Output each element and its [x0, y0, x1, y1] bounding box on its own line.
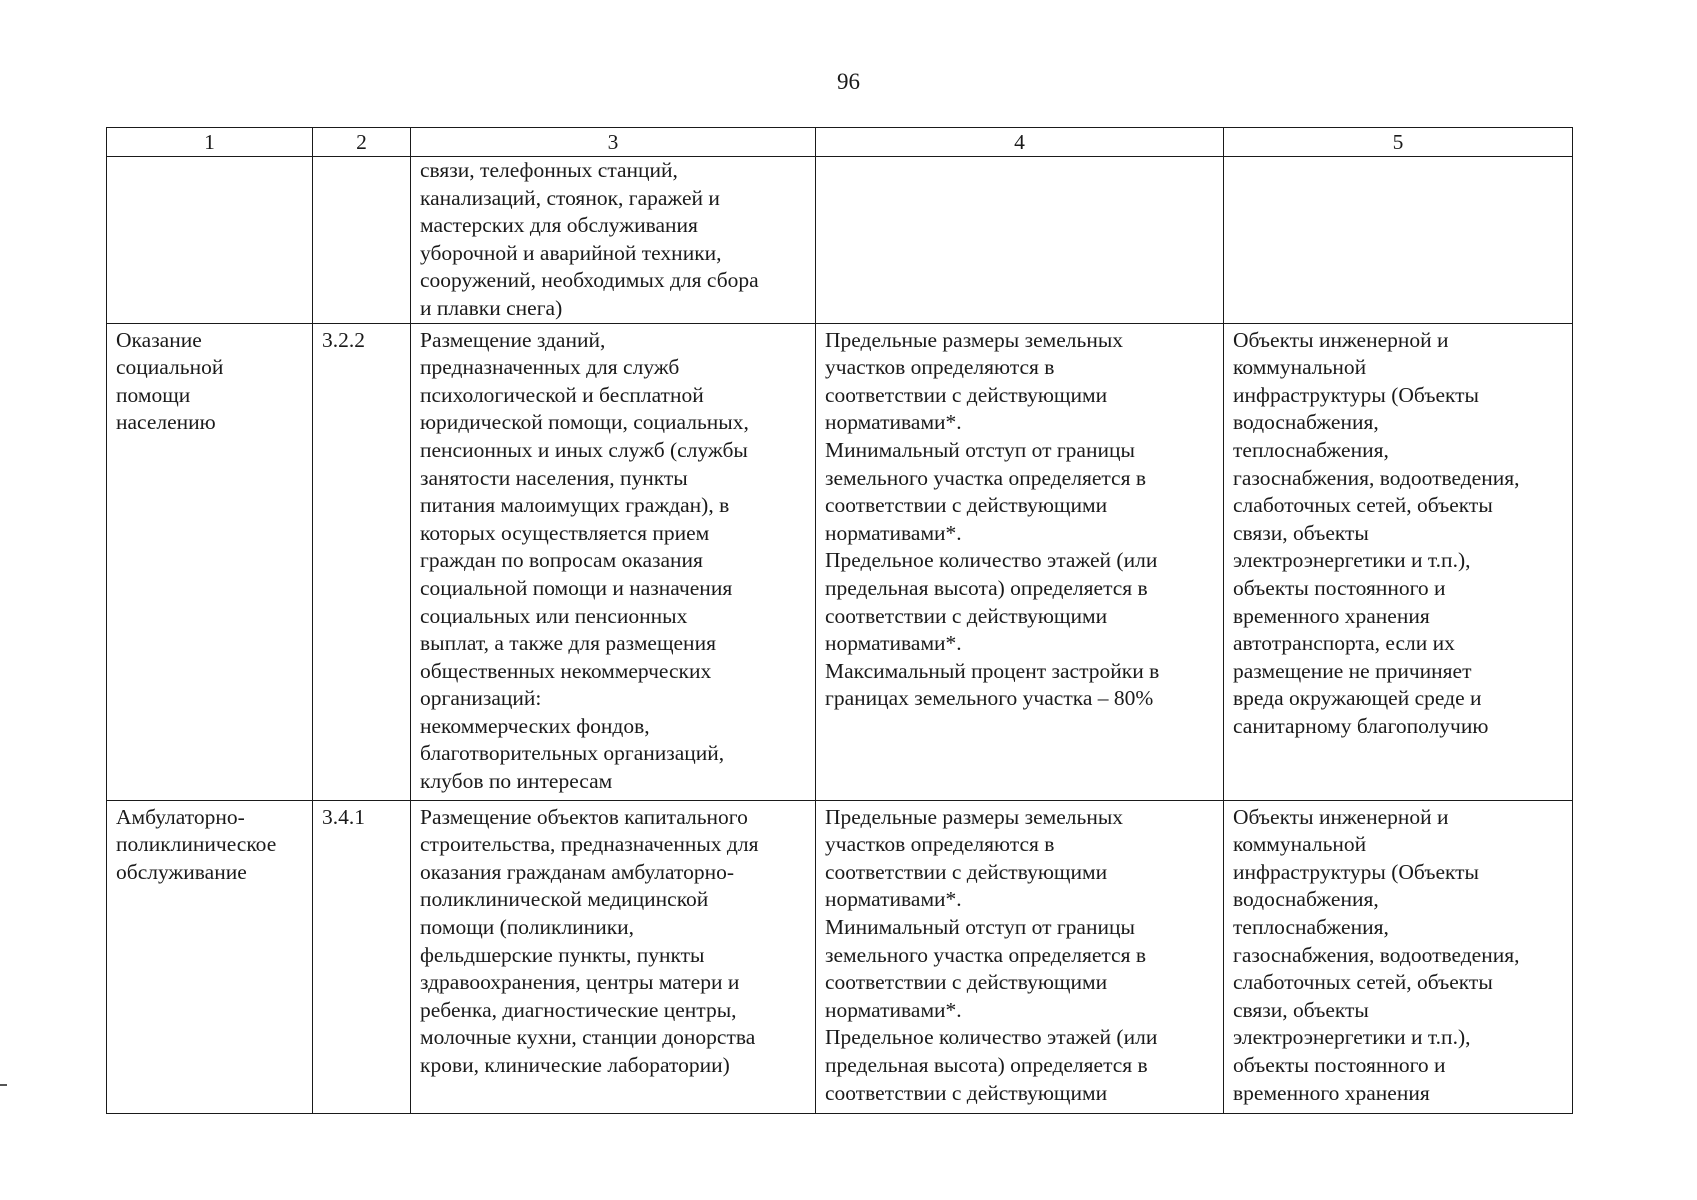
- parameter-limits: Предельные размеры земельных участков определяются в соответствии с действующими нормативами*. Минимальный отступ от границы земельного участка определяется в соответствии с действующими нормативами*. Предельное количество этажей (или предельная высота) определяется в соответствии с действующими нормативами*. Максимальный процент застройки в границах земельного участка – 80%: [816, 323, 1224, 800]
- header-col-2: 2: [313, 128, 411, 157]
- parameter-limits: Предельные размеры земельных участков определяются в соответствии с действующими нормативами*. Минимальный отступ от границы земельного участка определяется в соответствии с действующими нормативами*. Предельное количество этажей (или предельная высота) определяется в соответствии с действующими: [816, 800, 1224, 1113]
- margin-mark: [0, 1084, 7, 1086]
- use-type-code: [313, 157, 411, 324]
- header-col-4: 4: [816, 128, 1224, 157]
- use-type-code: 3.2.2: [313, 323, 411, 800]
- page-number: 96: [837, 69, 860, 94]
- land-use-table: [106, 127, 1573, 1114]
- auxiliary-uses: Объекты инженерной и коммунальной инфраструктуры (Объекты водоснабжения, теплоснабжения, газоснабжения, водоотведения, слаботочных сетей, объекты связи, объекты электроэнергетики и т.п.), объекты постоянного и временного хранения автотранспорта, если их размещение не причиняет вреда окружающей среде и санитарному благополучию: [1224, 323, 1573, 800]
- use-type-code: 3.4.1: [313, 800, 411, 1113]
- use-type-description: связи, телефонных станций, канализаций, стоянок, гаражей и мастерских для обслуживания уборочной и аварийной техники, сооружений, необходимых для сбора и плавки снега): [411, 157, 816, 324]
- table-header: [107, 128, 1573, 157]
- use-type-description: Размещение зданий, предназначенных для служб психологической и бесплатной юридической помощи, социальных, пенсионных и иных служб (службы занятости населения, пункты питания малоимущих граждан), в которых осуществляется прием граждан по вопросам оказания социальной помощи и назначения социальных или пенсионных выплат, а также для размещения общественных некоммерческих организаций: некоммерческих фондов, благотворительных организаций, клубов по интересам: [411, 323, 816, 800]
- use-type-description: Размещение объектов капитального строительства, предназначенных для оказания гражданам амбулаторно- поликлинической медицинской помощи (поликлиники, фельдшерские пункты, пункты здравоохранения, центры матери и ребенка, диагностические центры, молочные кухни, станции донорства крови, клинические лаборатории): [411, 800, 816, 1113]
- auxiliary-uses: [1224, 157, 1573, 324]
- header-col-5: 5: [1224, 128, 1573, 157]
- table-row: [107, 800, 1573, 1113]
- header-row: [107, 128, 1573, 157]
- use-type-name: [107, 157, 313, 324]
- header-col-3: 3: [411, 128, 816, 157]
- parameter-limits: [816, 157, 1224, 324]
- header-col-1: 1: [107, 128, 313, 157]
- auxiliary-uses: Объекты инженерной и коммунальной инфраструктуры (Объекты водоснабжения, теплоснабжения, газоснабжения, водоотведения, слаботочных сетей, объекты связи, объекты электроэнергетики и т.п.), объекты постоянного и временного хранения: [1224, 800, 1573, 1113]
- table-row: [107, 157, 1573, 324]
- use-type-name: Оказание социальной помощи населению: [107, 323, 313, 800]
- use-type-name: Амбулаторно- поликлиническое обслуживание: [107, 800, 313, 1113]
- table-body: [107, 157, 1573, 1114]
- table-row: [107, 323, 1573, 800]
